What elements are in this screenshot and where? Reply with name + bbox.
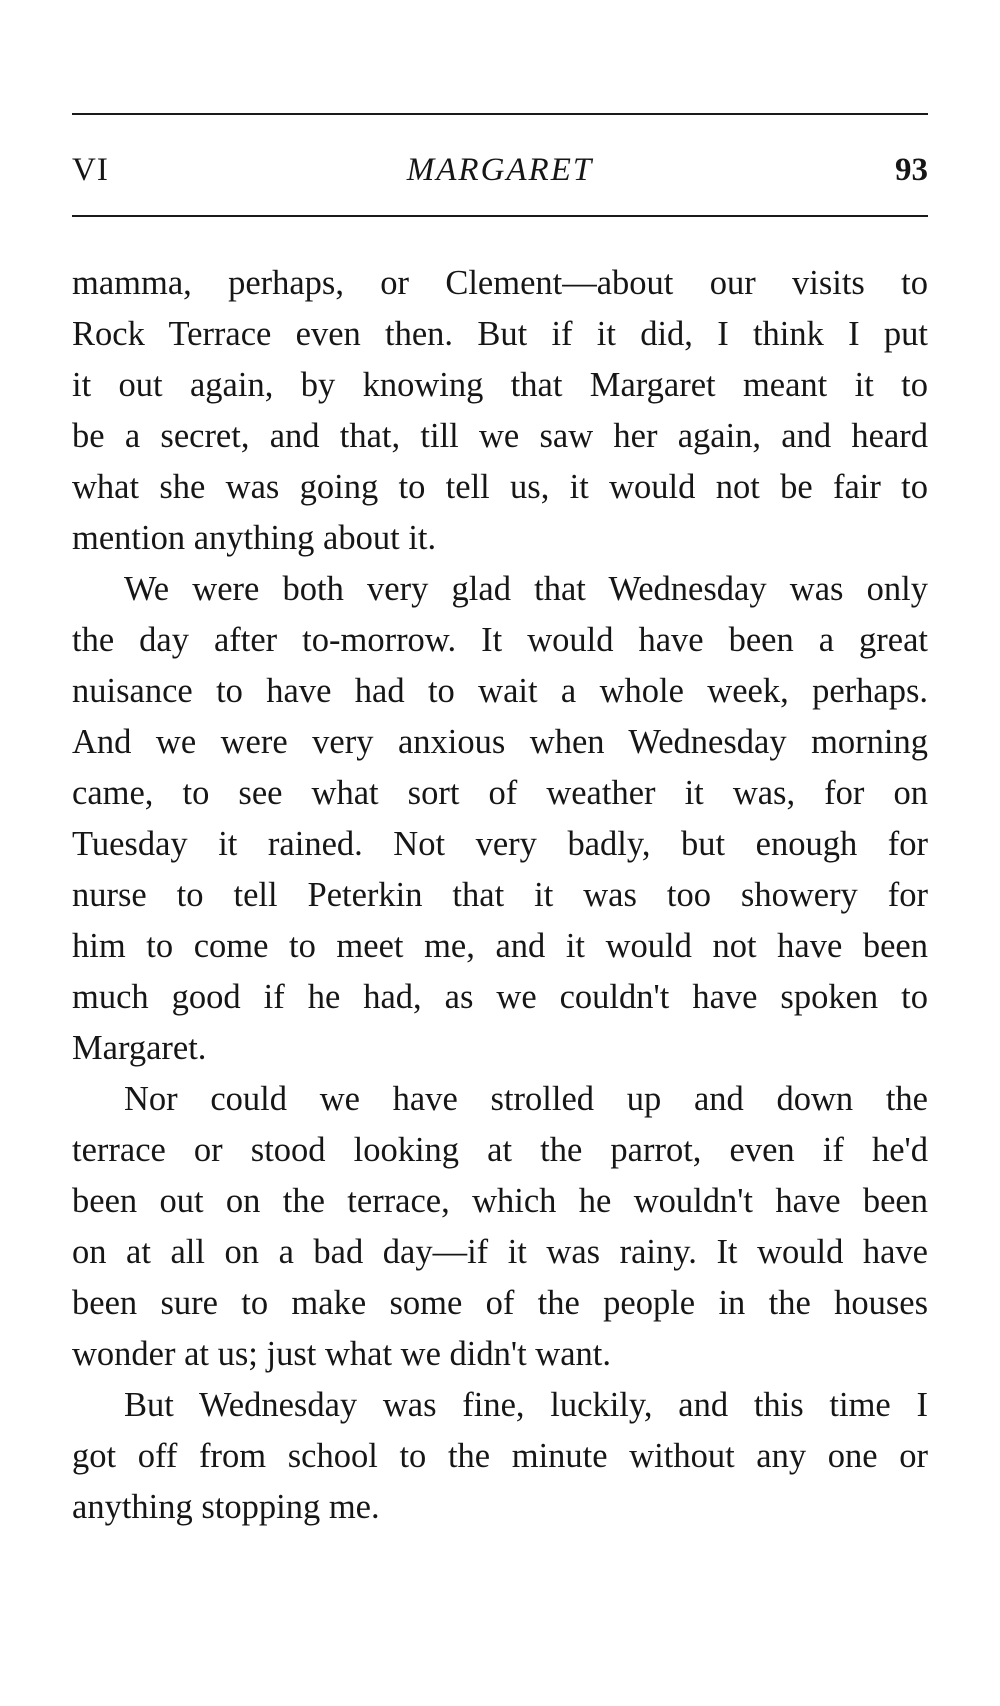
text-line: We were both very glad that Wednesday was only: [124, 570, 928, 608]
text-line: be a secret, and that, till we saw her again, and heard: [72, 417, 928, 455]
text-line: the day after to-morrow. It would have been a great: [72, 621, 928, 659]
text-line: Rock Terrace even then. But if it did, I think I put: [72, 315, 928, 353]
text-line: got off from school to the minute without any one or: [72, 1437, 928, 1475]
text-line: Margaret.: [72, 1029, 207, 1067]
text-line: on at all on a bad day—if it was rainy. It would have: [72, 1233, 928, 1271]
text-line: Nor could we have strolled up and down the: [124, 1080, 928, 1118]
text-line: what she was going to tell us, it would not be fair to: [72, 468, 928, 506]
running-head: [72, 146, 928, 194]
text-line: much good if he had, as we couldn't have spoken to: [72, 978, 928, 1016]
text-line: But Wednesday was fine, luckily, and this time I: [124, 1386, 928, 1424]
text-line: And we were very anxious when Wednesday morning: [72, 723, 928, 761]
running-title: MARGARET: [406, 152, 594, 188]
book-page: [72, 0, 928, 1706]
text-line: mention anything about it.: [72, 519, 437, 557]
paragraph: [72, 564, 928, 1074]
text-line: him to come to meet me, and it would not have been: [72, 927, 928, 965]
paragraph: [72, 1380, 928, 1533]
page-number: 93: [895, 152, 928, 188]
paragraph: [72, 258, 928, 564]
paragraph: [72, 1074, 928, 1380]
text-line: came, to see what sort of weather it was, for on: [72, 774, 928, 812]
text-line: been sure to make some of the people in the houses: [72, 1284, 928, 1322]
text-line: nuisance to have had to wait a whole week, perhaps.: [72, 672, 928, 710]
text-line: anything stopping me.: [72, 1488, 380, 1526]
body-text: [72, 258, 928, 1533]
text-line: mamma, perhaps, or Clement—about our visits to: [72, 264, 928, 302]
text-line: wonder at us; just what we didn't want.: [72, 1335, 611, 1373]
text-line: nurse to tell Peterkin that it was too showery for: [72, 876, 928, 914]
text-line: been out on the terrace, which he wouldn't have been: [72, 1182, 928, 1220]
header-rule-bottom: [72, 215, 928, 217]
header-rule-top: [72, 113, 928, 115]
text-line: it out again, by knowing that Margaret meant it to: [72, 366, 928, 404]
text-line: terrace or stood looking at the parrot, even if he'd: [72, 1131, 928, 1169]
text-line: Tuesday it rained. Not very badly, but enough for: [72, 825, 928, 863]
chapter-number: VI: [72, 152, 109, 188]
